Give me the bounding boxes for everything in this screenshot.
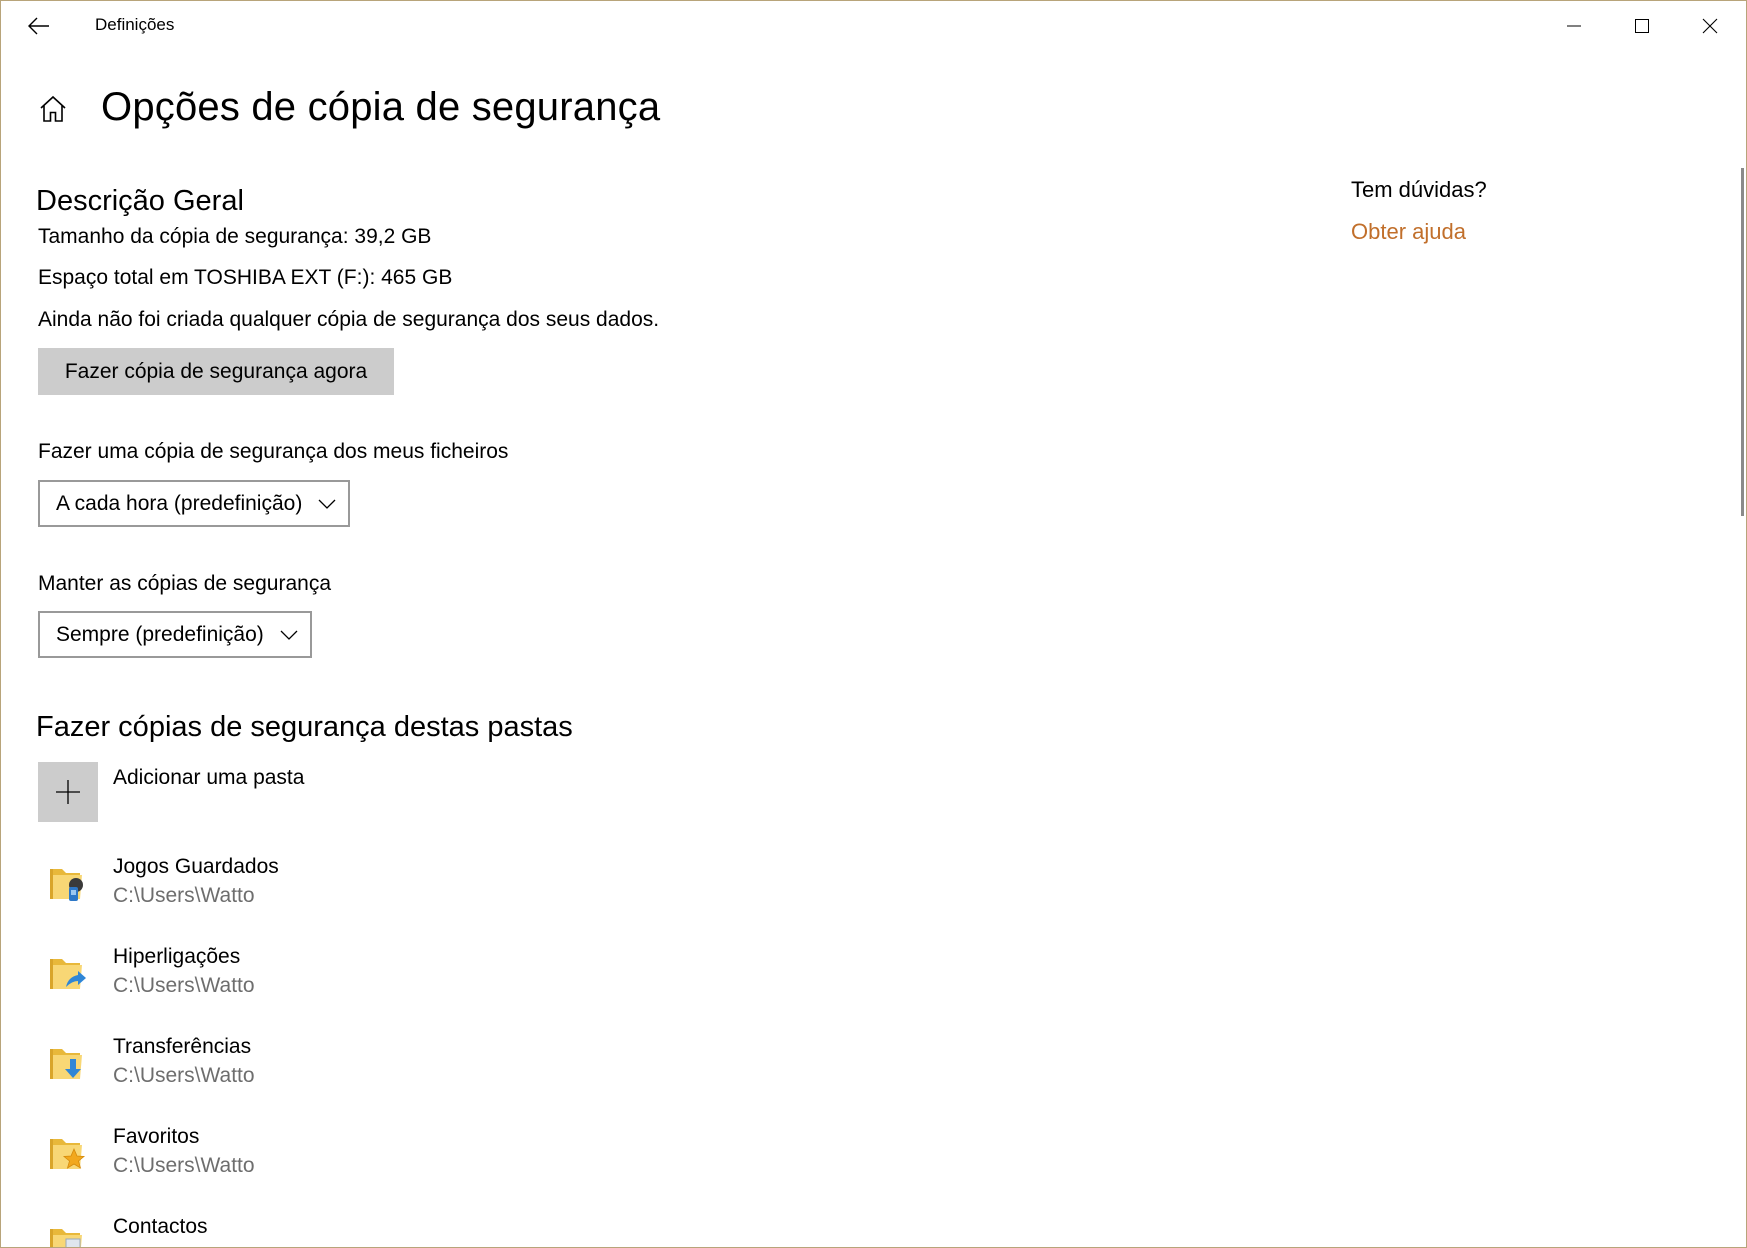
contacts-folder-icon [38,1213,98,1248]
folder-name: Favoritos [113,1125,200,1148]
backup-size-text: Tamanho da cópia de segurança: 39,2 GB [38,225,432,248]
folder-name: Transferências [113,1035,252,1058]
retention-dropdown[interactable] [38,611,312,658]
add-folder-button[interactable] [38,762,304,822]
favorites-folder-icon [38,1123,98,1183]
help-heading: Tem dúvidas? [1351,177,1487,202]
frequency-selected-value: A cada hora (predefinição) [56,491,303,515]
folder-path: C:\Users\Watto [113,884,255,907]
add-folder-label: Adicionar uma pasta [113,766,305,789]
frequency-dropdown[interactable] [38,480,350,527]
backup-status-text: Ainda não foi criada qualquer cópia de segurança dos seus dados. [38,308,660,331]
backup-now-button[interactable]: Fazer cópia de segurança agora [38,348,394,395]
links-folder-icon [38,943,98,1003]
page-title: Opções de cópia de segurança [101,85,661,129]
add-folder-tile [38,762,98,822]
minimize-button[interactable] [1540,1,1608,51]
folder-text [113,1213,208,1248]
maximize-button[interactable] [1608,1,1676,51]
folder-item-downloads[interactable] [38,1033,738,1109]
folder-text [113,1033,255,1109]
folder-name: Jogos Guardados [113,855,279,878]
folder-item-saved-games[interactable] [38,853,738,929]
folder-item-links[interactable] [38,943,738,1019]
folder-item-favorites[interactable] [38,1123,738,1199]
folder-text [113,853,279,929]
folder-path: C:\Users\Watto [113,1064,255,1087]
get-help-link[interactable]: Obter ajuda [1351,219,1466,244]
app-title: Definições [95,15,175,34]
chevron-down-icon [318,499,336,509]
folder-path: C:\Users\Watto [113,1154,255,1177]
folder-name: Contactos [113,1215,208,1238]
folders-heading: Fazer cópias de segurança destas pastas [36,711,573,743]
folder-name: Hiperligações [113,945,241,968]
home-icon [38,94,68,124]
home-button[interactable] [31,87,75,131]
back-button[interactable] [15,7,63,45]
maximize-icon [1634,18,1650,34]
folder-text [113,1123,255,1199]
overview-heading: Descrição Geral [36,185,244,217]
retention-label: Manter as cópias de segurança [38,572,332,595]
title-bar [1,1,1746,51]
folder-path: C:\Users\Watto [113,974,255,997]
close-icon [1702,18,1718,34]
retention-selected-value: Sempre (predefinição) [56,622,264,646]
folder-item-contacts[interactable] [38,1213,738,1248]
minimize-icon [1566,18,1582,34]
folder-text [113,943,255,1019]
chevron-down-icon [280,630,298,640]
close-button[interactable] [1676,1,1744,51]
saved-games-folder-icon [38,853,98,913]
plus-icon [55,779,81,805]
downloads-folder-icon [38,1033,98,1093]
back-arrow-icon [28,17,50,35]
total-space-text: Espaço total em TOSHIBA EXT (F:): 465 GB [38,266,453,289]
vertical-scrollbar-thumb[interactable] [1741,168,1744,516]
frequency-label: Fazer uma cópia de segurança dos meus ficheiros [38,440,509,463]
